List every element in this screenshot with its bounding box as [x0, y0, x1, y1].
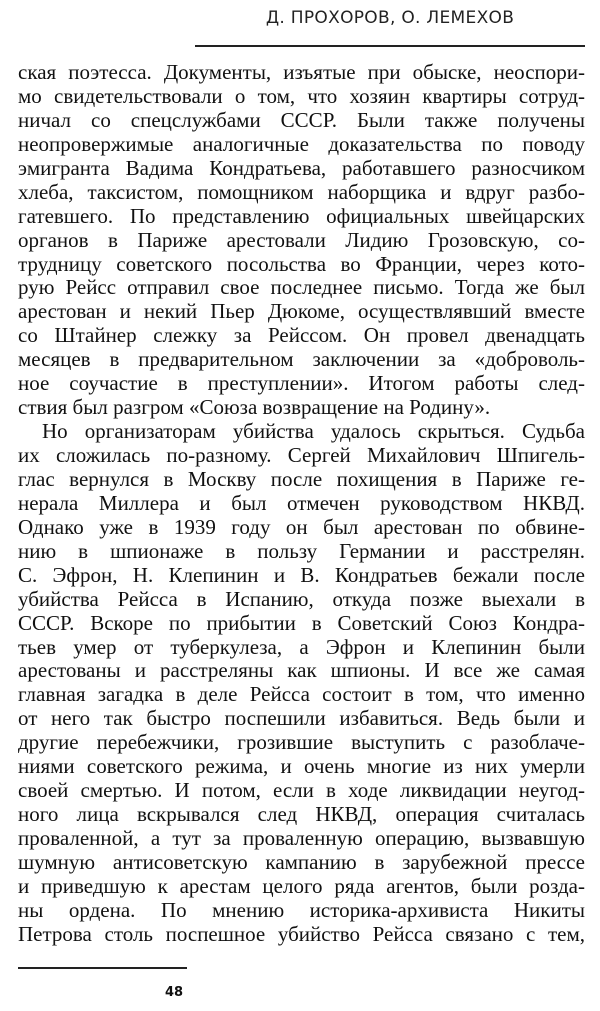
text-line: трудницу советского посольства во Франции, через кото-	[18, 251, 585, 276]
text-line: эмигранта Вадима Кондратьева, работавшего разносчиком	[18, 155, 585, 180]
text-line: гатевшего. По представлению официальных швейцарских	[18, 203, 585, 228]
text-line: нерала Миллера и был отмечен руководством НКВД.	[18, 490, 585, 515]
text-line: хлеба, таксистом, помощником наборщика и вдруг разбо-	[18, 179, 585, 204]
text-line: со Штайнер слежку за Рейссом. Он провел двенадцать	[18, 323, 585, 348]
text-line: шумную антисоветскую кампанию в зарубежной прессе	[18, 849, 585, 874]
text-line: их сложилась по-разному. Сергей Михайлович Шпигель-	[18, 443, 585, 467]
text-line: убийства Рейсса в Испанию, откуда позже выехали в	[18, 586, 585, 611]
text-line: ничал со спецслужбами СССР. Были также получены	[18, 107, 585, 132]
body-text	[18, 61, 585, 947]
text-line: органов в Париже арестовали Лидию Грозовскую, со-	[18, 227, 585, 252]
text-line: тьев умер от туберкулеза, а Эфрон и Клепинин были	[18, 634, 585, 659]
running-header: Д. ПРОХОРОВ, О. ЛЕМЕХОВ	[265, 8, 515, 28]
text-line: арестован и некий Пьер Дюкоме, осуществлявший вместе	[18, 299, 585, 324]
text-line: нию в шпионаже в пользу Германии и расстрелян.	[18, 538, 585, 563]
text-line: от него так быстро поспешили избавиться. Ведь были и	[18, 706, 585, 731]
header-rule	[195, 45, 585, 47]
text-line: глас вернулся в Москву после похищения в Париже ге-	[18, 466, 585, 491]
text-line: ская поэтесса. Документы, изъятые при обыске, неоспори-	[18, 60, 585, 84]
text-line: главная загадка в деле Рейсса состоит в том, что именно	[18, 682, 585, 707]
text-line: С. Эфрон, Н. Клепинин и В. Кондратьев бежали после	[18, 562, 585, 587]
paragraph	[18, 61, 585, 420]
text-line: Однако уже в 1939 году он был арестован по обвине-	[18, 514, 585, 539]
text-line: ное соучастие в преступлении». Итогом работы след-	[18, 371, 585, 396]
page-number: 48	[165, 985, 184, 1000]
text-line: проваленной, а тут за проваленную операцию, вызвавшую	[18, 826, 585, 850]
footnote-rule	[18, 967, 187, 969]
text-line: СССР. Вскоре по прибытии в Советский Союз Кондра-	[18, 610, 585, 635]
paragraph	[18, 420, 585, 947]
text-line: ниями советского режима, и очень многие из них умерли	[18, 754, 585, 779]
text-line: своей смертью. И потом, если в ходе ликвидации неугод-	[18, 778, 585, 803]
text-line: арестованы и расстреляны как шпионы. И все же самая	[18, 658, 585, 683]
text-line: ны ордена. По мнению историка-архивиста Никиты	[18, 897, 585, 922]
text-line: рую Рейсс отправил свое последнее письмо. Тогда же был	[18, 275, 585, 300]
text-line: мо свидетельствовали о том, что хозяин квартиры сотруд-	[18, 83, 585, 108]
text-line: месяцев в предварительном заключении за «доброволь-	[18, 347, 585, 372]
text-line: неопровержимые аналогичные доказательства по поводу	[18, 131, 585, 156]
text-line: Но организаторам убийства удалось скрыться. Судьба	[42, 419, 585, 444]
text-line: ствия был разгром «Союза возвращение на Родину».	[18, 395, 491, 420]
text-line: другие перебежчики, грозившие выступить с разоблаче-	[18, 730, 585, 755]
text-line: Петрова столь поспешное убийство Рейсса связано с тем,	[18, 921, 585, 946]
text-line: ного лица вскрывался след НКВД, операция считалась	[18, 802, 585, 827]
text-line: и приведшую к арестам целого ряда агентов, были розда-	[18, 873, 585, 898]
